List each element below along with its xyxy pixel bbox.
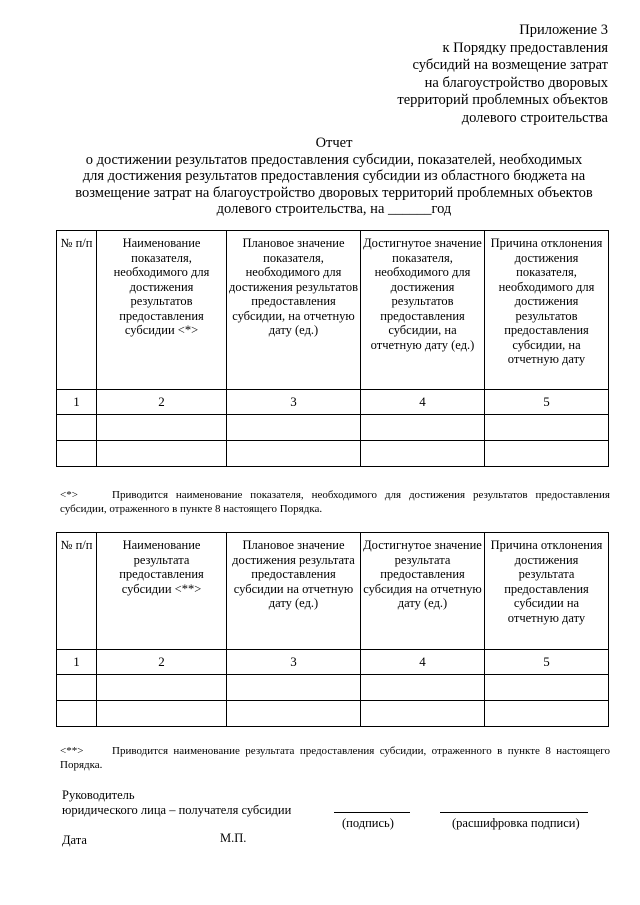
appendix-line: Приложение 3: [519, 22, 608, 38]
header-cell-planned-value: Плановое значение показателя, необходимого для достижения результатов предоставления субсидии, на отчетную дату (ед.): [227, 231, 361, 390]
column-number: 2: [97, 390, 227, 415]
table-cell[interactable]: [227, 701, 361, 727]
table-cell[interactable]: [485, 441, 609, 467]
table-cell[interactable]: [227, 675, 361, 701]
header-cell-deviation-reason: Причина отклонения достижения показателя, необходимого для достижения результатов предоставления субсидии, на отчетную дату: [485, 231, 609, 390]
footnote-text: Приводится наименование результата предоставления субсидии, отраженного в пункте 8 настоящего Порядка.: [60, 745, 610, 771]
signature-line[interactable]: [334, 812, 410, 813]
table-row: [57, 441, 609, 467]
signer-title-line2: юридического лица – получателя субсидии: [62, 803, 292, 817]
table-cell[interactable]: [227, 441, 361, 467]
appendix-heading: [348, 22, 608, 127]
table-cell[interactable]: [227, 415, 361, 441]
table-cell[interactable]: [57, 701, 97, 727]
stamp-label: М.П.: [220, 831, 247, 845]
table-cell[interactable]: [361, 415, 485, 441]
footnote-mark: <*>: [60, 489, 78, 501]
footnote-result: [60, 744, 610, 772]
table-cell[interactable]: [57, 441, 97, 467]
column-number: 5: [485, 650, 609, 675]
table-cell[interactable]: [97, 675, 227, 701]
header-cell-achieved-value: Достигнутое значение результата предоставления субсидия на отчетную дату (ед.): [361, 533, 485, 650]
indicators-table: [56, 230, 609, 467]
table-cell[interactable]: [485, 701, 609, 727]
appendix-line: территорий проблемных объектов: [397, 92, 608, 108]
decoding-caption: (расшифровка подписи): [452, 816, 580, 830]
header-cell-achieved-value: Достигнутое значение показателя, необходимого для достижения результатов предоставления субсидии, на отчетную дату (ед.): [361, 231, 485, 390]
appendix-line: долевого строительства: [461, 109, 608, 126]
table-cell[interactable]: [485, 415, 609, 441]
table-cell[interactable]: [485, 675, 609, 701]
header-cell-number: № п/п: [57, 231, 97, 390]
table-row: [57, 675, 609, 701]
name-decoding-line[interactable]: [440, 812, 588, 813]
date-label: Дата: [62, 833, 87, 847]
table-header-row: [57, 231, 609, 390]
table-cell[interactable]: [361, 675, 485, 701]
report-title-line: о достижении результатов предоставления субсидии, показателей, необходимых: [85, 151, 583, 168]
column-number: 1: [57, 650, 97, 675]
report-title-line: для достижения результатов предоставления субсидии из областного бюджета на: [82, 168, 586, 184]
table-cell[interactable]: [97, 701, 227, 727]
header-cell-deviation-reason: Причина отклонения достижения результата предоставления субсидии на отчетную дату: [485, 533, 609, 650]
signer-title-line1: Руководитель: [62, 788, 135, 802]
appendix-line: к Порядку предоставления: [442, 39, 608, 56]
header-cell-number: № п/п: [57, 533, 97, 650]
column-number: 2: [97, 650, 227, 675]
footnote-mark: <**>: [60, 745, 84, 757]
report-title-block: [60, 135, 608, 218]
column-number: 3: [227, 650, 361, 675]
results-table: [56, 532, 609, 727]
column-number: 1: [57, 390, 97, 415]
table-cell[interactable]: [57, 675, 97, 701]
appendix-line: на благоустройство дворовых: [424, 74, 608, 91]
report-title-line: возмещение затрат на благоустройство дворовых территорий проблемных объектов: [75, 184, 593, 201]
table-row: [57, 415, 609, 441]
column-number: 5: [485, 390, 609, 415]
table-cell[interactable]: [361, 441, 485, 467]
table-row: [57, 701, 609, 727]
header-cell-indicator-name: Наименование показателя, необходимого для достижения результатов предоставления субсидии <*>: [97, 231, 227, 390]
signature-caption: (подпись): [342, 816, 394, 830]
table-cell[interactable]: [97, 441, 227, 467]
table-header-row: [57, 533, 609, 650]
table-cell[interactable]: [97, 415, 227, 441]
report-title: Отчет: [315, 135, 353, 151]
footnote-indicator: [60, 488, 610, 516]
header-cell-result-name: Наименование результата предоставления субсидии <**>: [97, 533, 227, 650]
signer-title: [62, 788, 291, 818]
column-number: 4: [361, 390, 485, 415]
header-cell-planned-value: Плановое значение достижения результата предоставления субсидии на отчетную дату (ед.): [227, 533, 361, 650]
table-cell[interactable]: [57, 415, 97, 441]
report-title-line: долевого строительства, на ______год: [216, 201, 452, 217]
column-number-row: [57, 650, 609, 675]
column-number: 4: [361, 650, 485, 675]
column-number-row: [57, 390, 609, 415]
table-cell[interactable]: [361, 701, 485, 727]
appendix-line: субсидий на возмещение затрат: [412, 57, 608, 73]
footnote-text: Приводится наименование показателя, необходимого для достижения результатов предоставления субсидии, отраженного в пункте 8 настоящего Порядка.: [60, 489, 610, 515]
column-number: 3: [227, 390, 361, 415]
